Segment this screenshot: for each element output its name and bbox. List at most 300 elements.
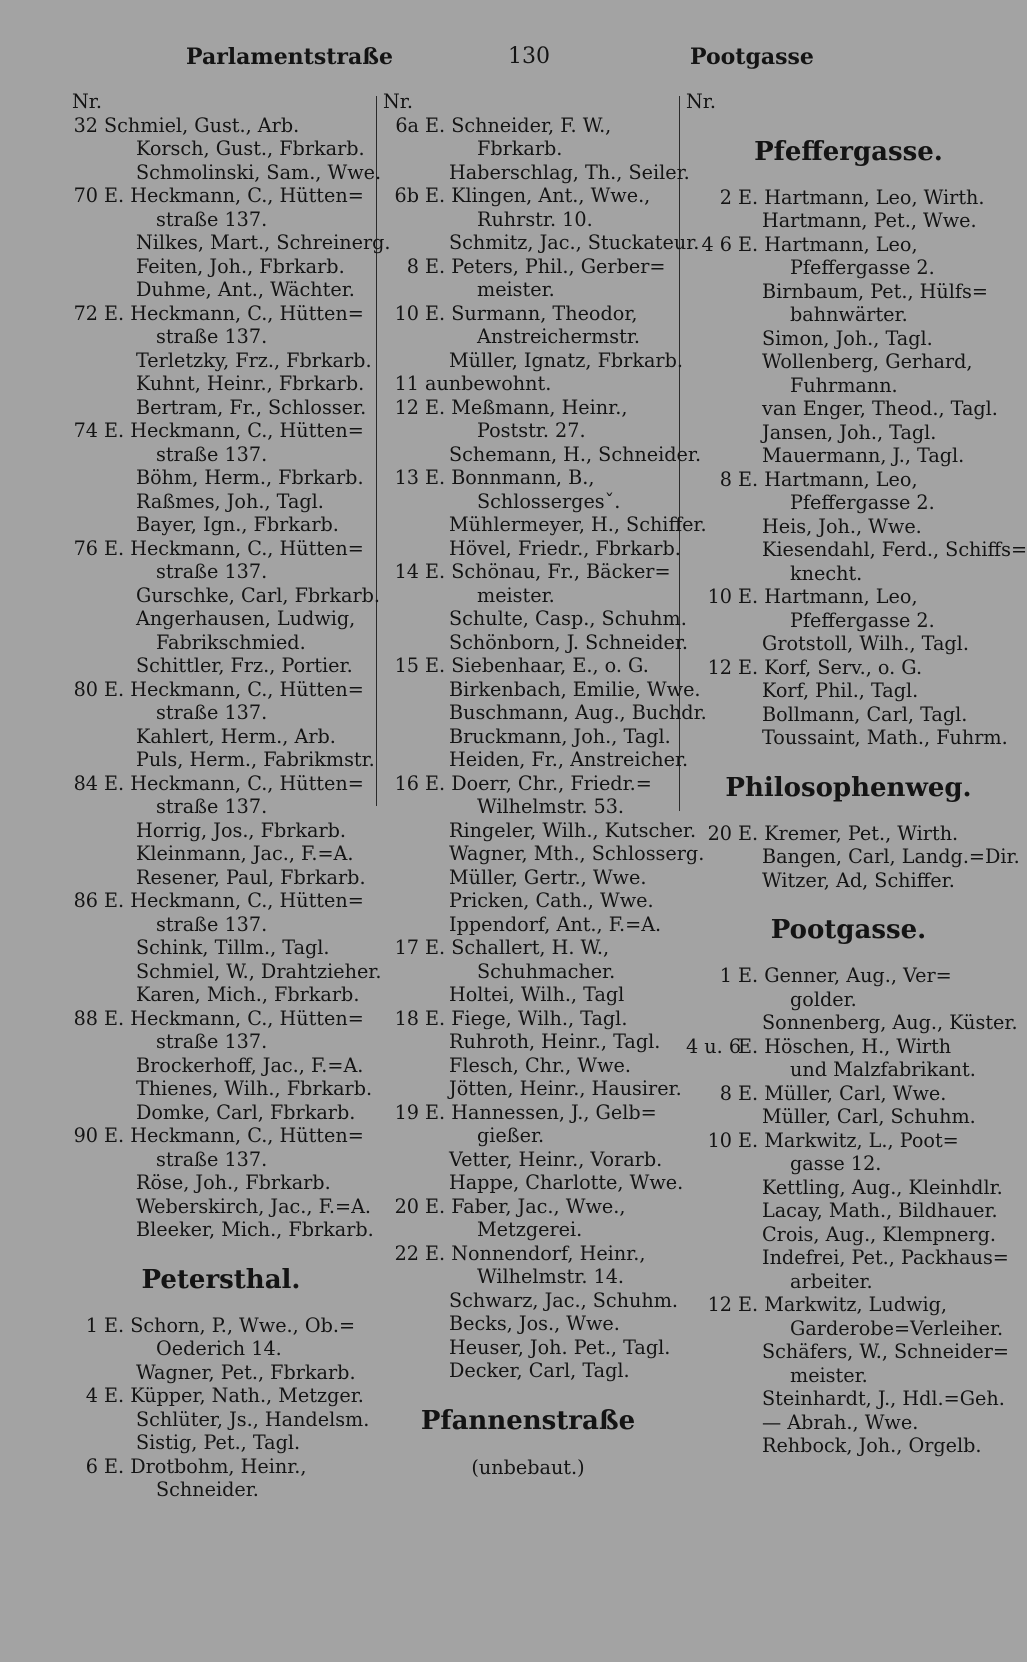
directory-entry xyxy=(383,1101,673,1125)
directory-entry xyxy=(72,1314,370,1338)
entry-text: E. Schneider, F. W., xyxy=(425,113,612,137)
entry-text: Korf, Phil., Tagl. xyxy=(762,679,919,702)
number-column-label: Nr. xyxy=(72,90,102,113)
directory-entry xyxy=(72,631,370,655)
entry-text: meister. xyxy=(790,1363,868,1387)
directory-entry xyxy=(72,583,381,608)
directory-entry xyxy=(686,1293,1011,1317)
column-divider xyxy=(376,96,377,806)
directory-entry xyxy=(686,1082,1011,1106)
entry-text: Jötten, Heinr., Hausirer. xyxy=(449,1077,682,1100)
directory-entry xyxy=(383,584,673,608)
entry-text: Becks, Jos., Wwe. xyxy=(449,1312,620,1335)
entry-text: E. Schallert, H. W., xyxy=(425,936,610,959)
entry-text: Müller, Ignatz, Fbrkarb. xyxy=(449,348,683,372)
directory-entry xyxy=(72,607,370,631)
directory-entry xyxy=(72,678,370,702)
entry-text: Fabrikschmied. xyxy=(156,630,306,654)
directory-entry xyxy=(72,983,370,1007)
directory-entry xyxy=(72,1054,370,1078)
entry-text: Kuhnt, Heinr., Fbrkarb. xyxy=(136,372,365,395)
directory-entry xyxy=(383,842,705,866)
directory-entry xyxy=(72,419,370,443)
directory-entry xyxy=(383,90,673,114)
entry-text: straße 137. xyxy=(156,1147,268,1171)
directory-entry xyxy=(72,1007,370,1031)
directory-entry xyxy=(383,560,673,584)
entry-text: Bruckmann, Joh., Tagl. xyxy=(449,724,671,748)
entry-text: Grotstoll, Wilh., Tagl. xyxy=(762,632,969,655)
entry-text: E. Meßmann, Heinr., xyxy=(425,395,628,419)
directory-entry xyxy=(686,538,1027,562)
entry-text: und Malzfabrikant. xyxy=(790,1058,976,1081)
entry-text: Korsch, Gust., Fbrkarb. xyxy=(136,137,365,160)
house-number: 2 xyxy=(719,185,732,209)
directory-entry xyxy=(383,818,697,843)
entry-text: Horrig, Jos., Fbrkarb. xyxy=(136,818,347,842)
entry-text: Bleeker, Mich., Fbrkarb. xyxy=(136,1218,374,1241)
entry-text: Birnbaum, Pet., Hülfs= xyxy=(762,279,988,303)
entry-text: Gurschke, Carl, Fbrkarb. xyxy=(136,583,381,607)
house-number: 70 xyxy=(73,184,98,207)
directory-entry xyxy=(72,1101,370,1125)
directory-entry xyxy=(383,1265,673,1289)
entry-text: Nilkes, Mart., Schreinerg. xyxy=(136,231,391,254)
entry-text: Wilhelmstr. 14. xyxy=(477,1265,625,1288)
house-number: 8 xyxy=(719,1081,732,1105)
directory-entry xyxy=(383,654,673,678)
directory-entry xyxy=(383,208,673,232)
house-number: 8 xyxy=(406,254,419,278)
entry-text: Lacay, Math., Bildhauer. xyxy=(762,1199,998,1222)
street-heading: Pootgasse. xyxy=(770,915,927,945)
entry-text: Buschmann, Aug., Buchdr. xyxy=(449,701,707,724)
house-number: 8 xyxy=(719,467,732,491)
directory-entry xyxy=(383,1288,679,1313)
page-number: 130 xyxy=(508,44,550,69)
directory-entry xyxy=(383,442,702,467)
directory-entry xyxy=(383,302,673,326)
directory-entry xyxy=(686,1199,1011,1223)
entry-text: Schlossergesˇ. xyxy=(477,489,621,513)
entry-text: E. Küpper, Nath., Metzger. xyxy=(104,1384,364,1407)
directory-entry xyxy=(383,114,673,138)
directory-entry xyxy=(72,819,370,843)
directory-entry xyxy=(686,374,1011,398)
house-number: 1 xyxy=(85,1313,98,1337)
directory-entry xyxy=(383,936,673,960)
house-number: 84 xyxy=(73,771,98,795)
entry-text: Haberschlag, Th., Seiler. xyxy=(449,160,690,184)
directory-entry xyxy=(72,654,370,678)
directory-entry xyxy=(72,1337,370,1361)
house-number: 11 xyxy=(394,372,419,395)
entry-text: Feiten, Joh., Fbrkarb. xyxy=(136,254,345,278)
entry-text: E. Siebenhaar, E., o. G. xyxy=(425,654,649,677)
entry-text: Röse, Joh., Fbrkarb. xyxy=(136,1171,331,1194)
house-number: 4 xyxy=(85,1384,98,1407)
directory-entry xyxy=(72,278,370,302)
house-number: 22 xyxy=(394,1241,419,1265)
house-number: 10 xyxy=(394,301,419,325)
entry-text: E. Peters, Phil., Gerber= xyxy=(425,254,666,278)
entry-text: Jansen, Joh., Tagl. xyxy=(762,420,937,444)
entry-text: E. Hartmann, Leo, Wirth. xyxy=(738,185,985,209)
entry-text: E. Markwitz, Ludwig, xyxy=(738,1293,947,1316)
entry-text: Puls, Herm., Fabrikmstr. xyxy=(136,748,375,771)
directory-entry xyxy=(686,233,1011,257)
directory-entry xyxy=(383,490,673,514)
entry-text: Schink, Tillm., Tagl. xyxy=(136,936,330,959)
house-number: 88 xyxy=(73,1006,98,1030)
entry-text: Brockerhoff, Jac., F.=A. xyxy=(136,1053,364,1077)
entry-text: E. Hartmann, Leo, xyxy=(738,232,918,256)
entry-text: Vetter, Heinr., Vorarb. xyxy=(449,1147,663,1171)
entry-text: E. Faber, Jac., Wwe., xyxy=(425,1194,626,1218)
entry-text: E. Höschen, H., Wirth xyxy=(738,1034,952,1058)
entry-text: Mühlermeyer, H., Schiffer. xyxy=(449,513,707,536)
entry-text: Pfeffergasse 2. xyxy=(790,491,935,514)
entry-text: straße 137. xyxy=(156,1030,268,1053)
directory-entry xyxy=(686,491,1011,515)
directory-entry xyxy=(686,256,1011,280)
directory-entry xyxy=(686,726,1011,750)
directory-entry xyxy=(383,866,673,890)
entry-text: Schulte, Casp., Schuhm. xyxy=(449,607,687,630)
directory-entry xyxy=(72,1124,370,1148)
directory-entry xyxy=(383,325,673,349)
entry-text: E. Schorn, P., Wwe., Ob.= xyxy=(104,1313,356,1337)
entry-text: Witzer, Ad, Schiffer. xyxy=(762,868,955,892)
directory-entry xyxy=(383,677,701,702)
entry-text: Oederich 14. xyxy=(156,1337,282,1360)
directory-entry xyxy=(383,1218,673,1242)
entry-text: E. Heckmann, C., Hütten= xyxy=(104,536,364,560)
directory-entry xyxy=(72,772,370,796)
directory-entry xyxy=(383,983,673,1007)
entry-text: E. Heckmann, C., Hütten= xyxy=(104,184,364,207)
directory-entry xyxy=(686,280,1011,304)
entry-text: straße 137. xyxy=(156,442,268,466)
directory-entry xyxy=(686,421,1011,445)
entry-text: E. Heckmann, C., Hütten= xyxy=(104,1006,364,1030)
directory-entry xyxy=(72,725,370,749)
house-number: 74 xyxy=(73,419,98,442)
directory-entry xyxy=(72,137,370,161)
entry-text: Metzgerei. xyxy=(477,1218,583,1241)
entry-text: straße 137. xyxy=(156,912,268,936)
street-heading: Philosophenweg. xyxy=(725,772,972,803)
entry-text: Fuhrmann. xyxy=(790,373,898,397)
entry-text: — Abrah., Wwe. xyxy=(762,1410,919,1434)
house-number: 76 xyxy=(73,536,98,560)
house-number: 86 xyxy=(73,889,98,912)
entry-text: Schmitz, Jac., Stuckateur. xyxy=(449,231,700,254)
directory-entry xyxy=(72,1431,370,1455)
directory-entry xyxy=(72,1478,370,1502)
directory-entry xyxy=(72,443,370,467)
directory-entry xyxy=(686,703,1011,727)
entry-text: Heiden, Fr., Anstreicher. xyxy=(449,748,689,771)
directory-entry xyxy=(686,1176,1011,1200)
entry-text: Raßmes, Joh., Tagl. xyxy=(136,489,324,513)
directory-entry xyxy=(72,1171,370,1195)
entry-text: Crois, Aug., Klempnerg. xyxy=(762,1222,996,1246)
entry-text: aunbewohnt. xyxy=(425,372,552,395)
entry-text: Simon, Joh., Tagl. xyxy=(762,326,933,350)
directory-entry xyxy=(686,869,1011,893)
directory-entry xyxy=(686,1317,1011,1341)
entry-text: Birkenbach, Emilie, Wwe. xyxy=(449,677,701,701)
directory-entry xyxy=(383,701,707,725)
entry-text: Kiesendahl, Ferd., Schiffs= xyxy=(762,538,1027,561)
entry-text: Schmiel, W., Drahtzieher. xyxy=(136,959,382,983)
entry-text: E. Hartmann, Leo, xyxy=(738,585,918,608)
entry-text: Ippendorf, Ant., F.=A. xyxy=(449,912,662,936)
running-head xyxy=(0,44,1024,84)
entry-text: E. Bonnmann, B., xyxy=(425,466,595,489)
entry-text: E. Heckmann, C., Hütten= xyxy=(104,1124,364,1147)
directory-entry xyxy=(686,397,1011,421)
directory-entry xyxy=(686,1105,1011,1129)
house-number: 6a xyxy=(395,113,419,137)
directory-entry xyxy=(686,1434,1011,1458)
entry-text: Schönborn, J. Schneider. xyxy=(449,630,689,654)
entry-text: Bollmann, Carl, Tagl. xyxy=(762,702,968,726)
entry-text: Garderobe=Verleiher. xyxy=(790,1316,1004,1340)
entry-text: E. Heckmann, C., Hütten= xyxy=(104,301,364,325)
directory-entry xyxy=(383,1077,682,1101)
directory-entry xyxy=(383,913,673,937)
directory-entry xyxy=(686,1411,1011,1435)
house-number: 4 u. 6 xyxy=(686,1034,742,1058)
directory-entry xyxy=(383,278,673,302)
directory-entry xyxy=(383,137,673,161)
directory-entry xyxy=(72,1218,374,1242)
directory-entry xyxy=(72,1455,370,1479)
directory-entry xyxy=(383,184,673,208)
entry-text: Heuser, Joh. Pet., Tagl. xyxy=(449,1335,671,1359)
entry-text: Pricken, Cath., Wwe. xyxy=(449,889,654,912)
house-number: 20 xyxy=(394,1194,419,1218)
directory-entry xyxy=(686,988,1011,1012)
directory-entry xyxy=(686,327,1011,351)
house-number: 4 6 xyxy=(701,232,732,256)
house-number: 14 xyxy=(394,560,419,583)
directory-entry xyxy=(72,513,370,537)
directory-entry xyxy=(72,795,370,819)
directory-entry xyxy=(686,1246,1011,1270)
directory-entry xyxy=(72,90,370,114)
entry-text: Heis, Joh., Wwe. xyxy=(762,514,922,538)
directory-entry xyxy=(686,679,1011,703)
entry-text: gießer. xyxy=(477,1124,545,1147)
entry-text: Angerhausen, Ludwig, xyxy=(136,607,356,630)
house-number: 12 xyxy=(394,395,419,419)
house-number: 90 xyxy=(73,1124,98,1147)
directory-entry xyxy=(383,748,689,772)
header-left-street: Parlamentstraße xyxy=(186,44,393,70)
entry-text: golder. xyxy=(790,987,857,1011)
house-number: 72 xyxy=(73,301,98,325)
entry-text: straße 137. xyxy=(156,560,268,583)
directory-entry xyxy=(72,349,370,373)
entry-text: Kahlert, Herm., Arb. xyxy=(136,724,336,748)
directory-entry xyxy=(383,419,673,443)
entry-text: E. Doerr, Chr., Friedr.= xyxy=(425,771,652,795)
entry-text: E. Heckmann, C., Hütten= xyxy=(104,771,364,795)
entry-text: E. Drotbohm, Heinr., xyxy=(104,1454,307,1478)
directory-entry xyxy=(72,748,375,772)
entry-text: Pfeffergasse 2. xyxy=(790,608,935,632)
directory-entry xyxy=(72,913,370,937)
directory-entry xyxy=(686,964,1011,988)
house-number: 80 xyxy=(73,677,98,701)
directory-entry xyxy=(686,1270,1011,1294)
entry-text: gasse 12. xyxy=(790,1152,882,1175)
entry-text: E. Hannessen, J., Gelb= xyxy=(425,1100,657,1124)
entry-text: Schlüter, Js., Handelsm. xyxy=(136,1407,370,1431)
house-number: 12 xyxy=(707,655,732,679)
directory-entry xyxy=(383,1054,673,1078)
directory-entry xyxy=(686,468,1011,492)
entry-text: Duhme, Ant., Wächter. xyxy=(136,278,355,301)
street-heading: Pfannenstraße xyxy=(420,1405,636,1436)
entry-text: Wagner, Pet., Fbrkarb. xyxy=(136,1360,356,1384)
entry-text: arbeiter. xyxy=(790,1269,873,1293)
entry-text: knecht. xyxy=(790,561,863,585)
directory-entry xyxy=(686,515,1011,539)
directory-entry xyxy=(383,795,673,819)
house-number: 20 xyxy=(707,821,732,845)
directory-entry xyxy=(686,822,1011,846)
directory-entry xyxy=(72,1195,370,1219)
directory-entry xyxy=(72,184,370,208)
entry-text: Wilhelmstr. 53. xyxy=(477,795,625,818)
entry-text: Terletzky, Frz., Fbrkarb. xyxy=(136,348,372,372)
entry-text: Schuhmacher. xyxy=(477,959,616,983)
entry-text: Schemann, H., Schneider. xyxy=(449,442,702,466)
entry-text: E. Müller, Carl, Wwe. xyxy=(738,1081,947,1105)
directory-entry xyxy=(383,348,683,373)
directory-entry xyxy=(383,725,673,749)
directory-entry xyxy=(383,889,673,913)
directory-entry xyxy=(686,656,1011,680)
entry-text: Böhm, Herm., Fbrkarb. xyxy=(136,466,364,489)
directory-entry xyxy=(383,607,687,631)
directory-entry xyxy=(72,160,382,185)
entry-text: Fbrkarb. xyxy=(477,137,563,160)
directory-entry xyxy=(383,1148,673,1172)
entry-text: Müller, Carl, Schuhm. xyxy=(762,1105,976,1128)
directory-entry xyxy=(383,1242,673,1266)
directory-entry xyxy=(72,302,370,326)
entry-text: E. Heckmann, C., Hütten= xyxy=(104,677,364,701)
entry-text: Flesch, Chr., Wwe. xyxy=(449,1053,631,1077)
entry-text: E. Genner, Aug., Ver= xyxy=(738,964,952,987)
directory-entry xyxy=(72,1408,370,1432)
directory-entry xyxy=(72,466,370,490)
directory-entry xyxy=(383,536,681,561)
house-number: 12 xyxy=(707,1293,732,1316)
entry-text: Schwarz, Jac., Schuhm. xyxy=(449,1288,679,1312)
entry-text: meister. xyxy=(477,583,555,607)
entry-text: Steinhardt, J., Hdl.=Geh. xyxy=(762,1387,1005,1410)
entry-text: Domke, Carl, Fbrkarb. xyxy=(136,1100,356,1124)
entry-text: Wollenberg, Gerhard, xyxy=(762,350,973,373)
house-number: 19 xyxy=(394,1100,419,1124)
entry-text: Schäfers, W., Schneider= xyxy=(762,1340,1010,1363)
entry-text: Rehbock, Joh., Orgelb. xyxy=(762,1434,982,1457)
entry-text: Weberskirch, Jac., F.=A. xyxy=(136,1194,372,1218)
street-heading: Petersthal. xyxy=(141,1264,301,1295)
entry-text: E. Klingen, Ant., Wwe., xyxy=(425,184,651,207)
street-note: (unbebaut.) xyxy=(471,1455,585,1479)
house-number: 6b xyxy=(394,184,419,207)
entry-text: E. Schönau, Fr., Bäcker= xyxy=(425,560,671,583)
directory-entry xyxy=(383,960,673,984)
entry-text: Bertram, Fr., Schlosser. xyxy=(136,395,367,419)
directory-entry xyxy=(686,585,1011,609)
directory-entry xyxy=(686,845,1020,869)
directory-entry xyxy=(686,209,1011,233)
entry-text: Karen, Mich., Fbrkarb. xyxy=(136,983,360,1006)
entry-text: Sistig, Pet., Tagl. xyxy=(136,1431,301,1454)
entry-text: Schmolinski, Sam., Wwe. xyxy=(136,160,382,184)
entry-text: straße 137. xyxy=(156,207,268,231)
entry-text: E. Hartmann, Leo, xyxy=(738,467,918,491)
directory-entry xyxy=(686,1058,1011,1082)
house-number: 13 xyxy=(394,466,419,489)
directory-entry xyxy=(72,325,370,349)
entry-text: Bangen, Carl, Landg.=Dir. xyxy=(762,845,1020,868)
entry-text: meister. xyxy=(477,278,555,301)
directory-entry xyxy=(72,114,370,138)
entry-text: Sonnenberg, Aug., Küster. xyxy=(762,1011,1018,1034)
directory-entry xyxy=(383,513,707,537)
directory-entry xyxy=(383,1007,673,1031)
entry-text: Hövel, Friedr., Fbrkarb. xyxy=(449,536,681,560)
directory-entry xyxy=(686,1011,1018,1035)
entry-text: Bayer, Ign., Fbrkarb. xyxy=(136,513,339,536)
directory-entry xyxy=(72,1384,370,1408)
entry-text: E. Nonnendorf, Heinr., xyxy=(425,1241,646,1265)
column-left xyxy=(72,90,391,1642)
house-number: 15 xyxy=(394,654,419,677)
directory-entry xyxy=(383,1124,673,1148)
directory-entry xyxy=(686,444,1011,468)
directory-entry xyxy=(72,490,370,514)
entry-text: E. Fiege, Wilh., Tagl. xyxy=(425,1006,628,1030)
entry-text: Schmiel, Gust., Arb. xyxy=(104,113,300,137)
entry-text: straße 137. xyxy=(156,325,268,348)
house-number: 6 xyxy=(85,1454,98,1478)
directory-entry xyxy=(72,396,370,420)
directory-entry xyxy=(72,1077,373,1101)
entry-text: Hartmann, Pet., Wwe. xyxy=(762,209,977,232)
entry-text: Ruhroth, Heinr., Tagl. xyxy=(449,1030,661,1053)
entry-text: Kleinmann, Jac., F.=A. xyxy=(136,842,354,865)
house-number: 18 xyxy=(394,1006,419,1030)
directory-entry xyxy=(686,350,1011,374)
directory-entry xyxy=(72,936,370,960)
entry-text: Pfeffergasse 2. xyxy=(790,256,935,279)
directory-entry xyxy=(72,959,382,984)
entry-text: bahnwärter. xyxy=(790,303,908,326)
directory-entry xyxy=(383,1171,684,1195)
entry-text: Happe, Charlotte, Wwe. xyxy=(449,1171,684,1194)
directory-entry xyxy=(72,560,370,584)
